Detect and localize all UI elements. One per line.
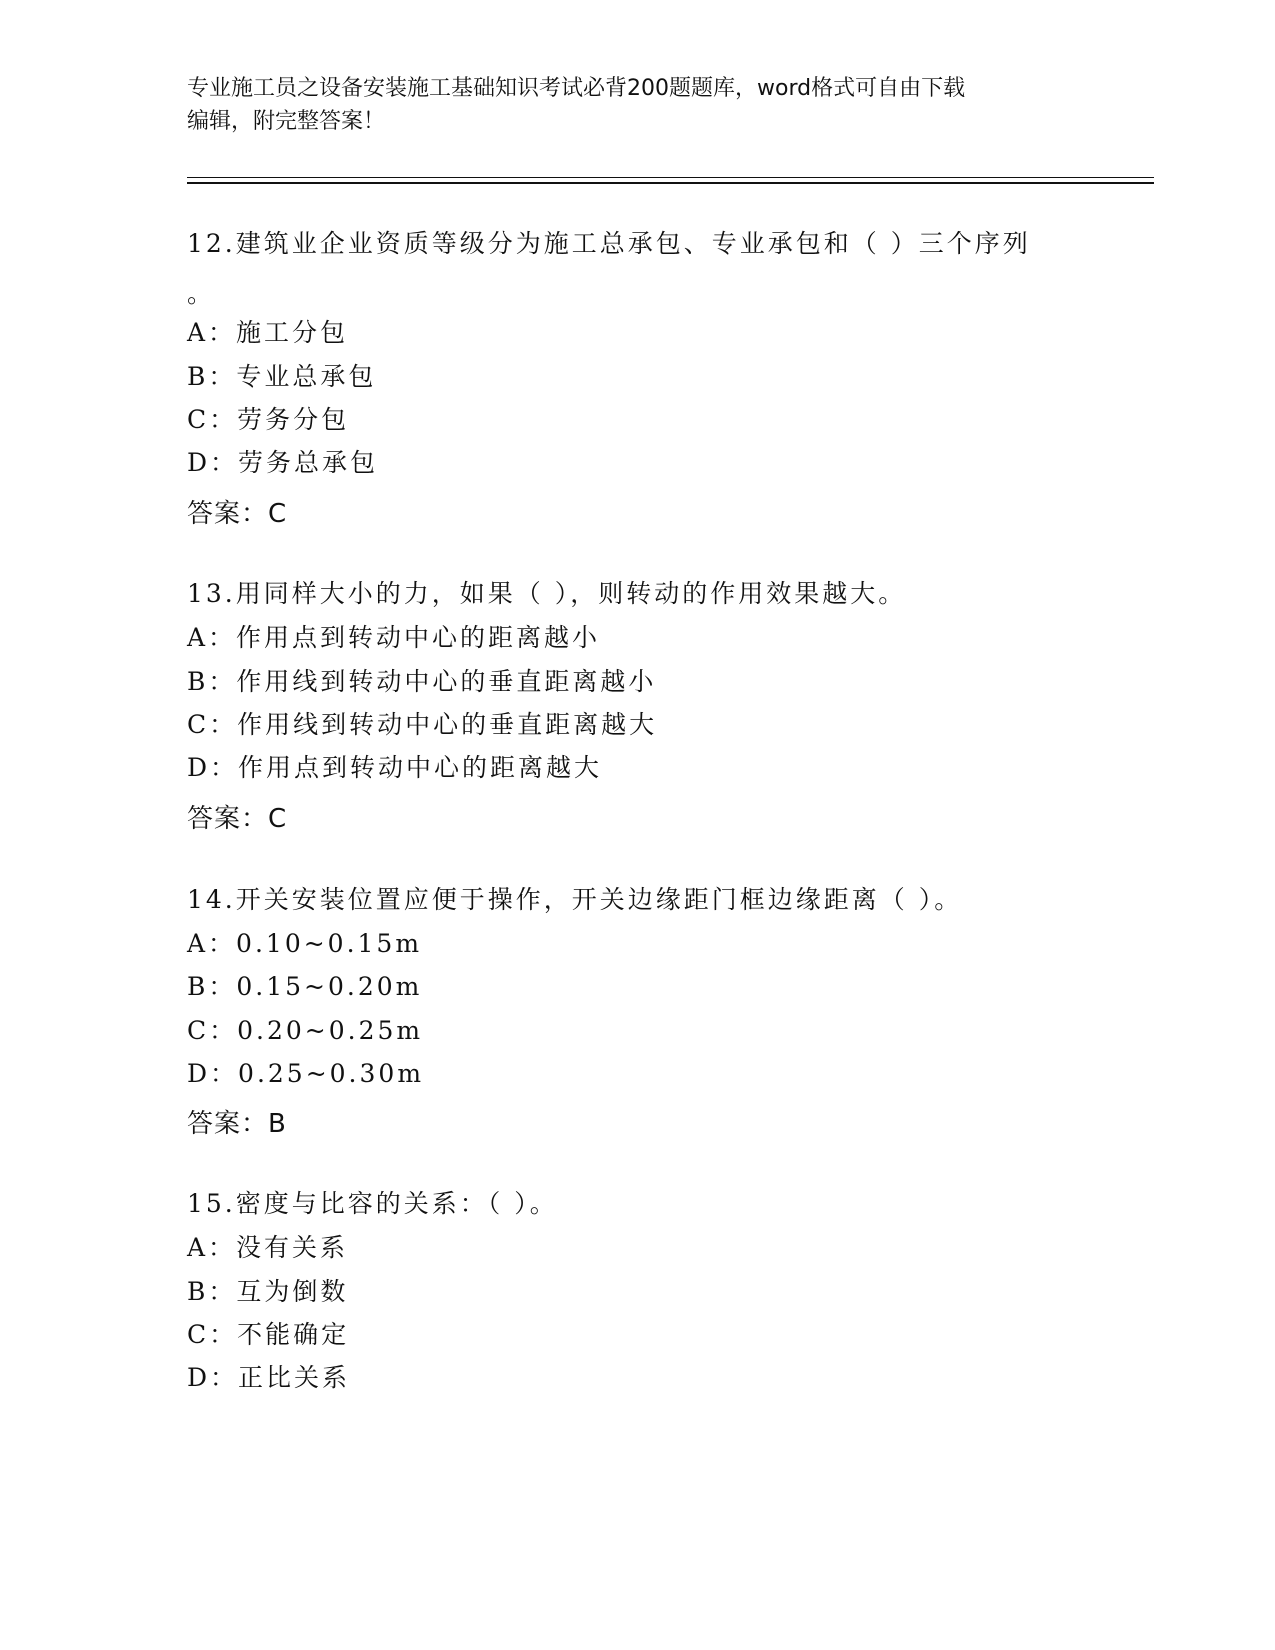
question-15-option-d: D：正比关系 [187,1363,351,1392]
question-13-option-a: A：作用点到转动中心的距离越小 [187,623,601,652]
question-12-option-c: C：劳务分包 [187,405,350,434]
question-13-option-c: C：作用线到转动中心的垂直距离越大 [187,710,658,739]
question-14-stem: 14.开关安装位置应便于操作，开关边缘距门框边缘距离（ ）。 [187,885,963,914]
question-14-option-c: C：0.20~0.25m [187,1016,424,1045]
question-15-option-c: C：不能确定 [187,1320,350,1349]
question-12-option-b: B：专业总承包 [187,362,377,391]
header-divider-thin [187,177,1154,178]
question-14-answer: 答案：B [187,1109,287,1139]
question-13-option-b: B：作用线到转动中心的垂直距离越小 [187,667,657,696]
header-line-1: 专业施工员之设备安装施工基础知识考试必背200题题库，word格式可自由下载 [187,76,966,101]
question-15-option-b: B：互为倒数 [187,1277,349,1306]
header-line-2: 编辑，附完整答案！ [187,109,386,134]
question-14-option-b: B：0.15~0.20m [187,972,423,1001]
question-12-option-a: A：施工分包 [187,318,349,347]
question-15-option-a: A：没有关系 [187,1233,349,1262]
question-14-option-d: D：0.25~0.30m [187,1059,425,1088]
question-13-stem: 13.用同样大小的力，如果（ ），则转动的作用效果越大。 [187,579,907,608]
question-12-stem: 12.建筑业企业资质等级分为施工总承包、专业承包和（ ）三个序列 [187,229,1031,258]
question-13-option-d: D：作用点到转动中心的距离越大 [187,753,603,782]
header-divider-thick [187,182,1154,184]
question-15-stem: 15.密度与比容的关系：（ ）。 [187,1189,558,1218]
question-12-option-d: D：劳务总承包 [187,448,379,477]
question-12-stem-continuation: 。 [187,279,216,308]
document-header [187,72,1087,138]
question-12-answer: 答案：C [187,499,288,529]
question-14-option-a: A：0.10~0.15m [187,929,423,958]
question-13-answer: 答案：C [187,804,288,834]
